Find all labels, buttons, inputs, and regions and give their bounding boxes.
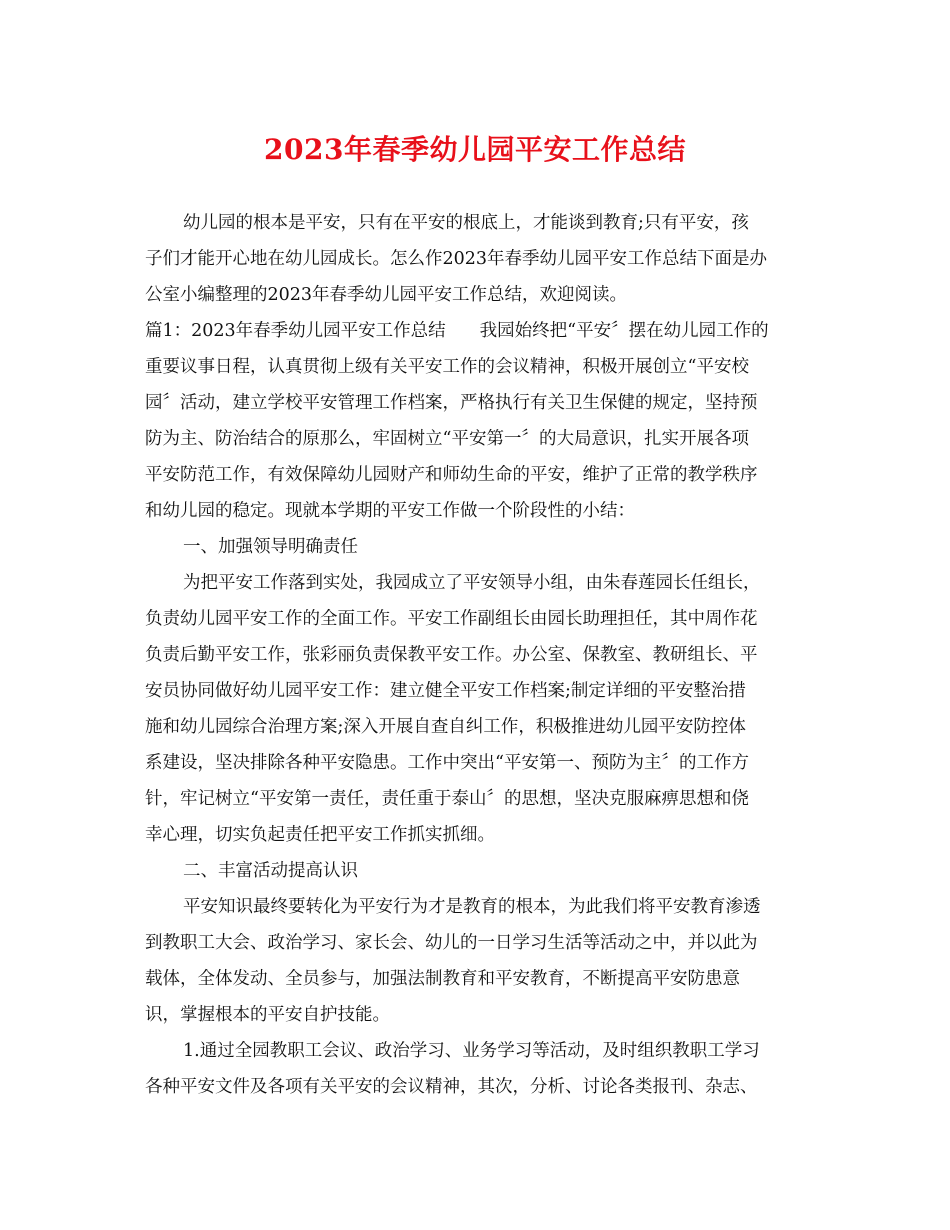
text-line: 施和幼儿园综合治理方案;深入开展自查自纠工作，积极推进幼儿园平安防控体 [145, 717, 746, 737]
text-line: 平安知识最终要转化为平安行为才是教育的根本，为此我们将平安教育渗透 [183, 897, 761, 917]
section-heading: 篇1：2023年春季幼儿园平安工作总结 [145, 321, 446, 341]
text-line: 安员协同做好幼儿园平安工作：建立健全平安工作档案;制定详细的平安整治措 [145, 681, 746, 701]
section-heading: 一、加强领导明确责任 [183, 537, 358, 557]
text-line: 识，掌握根本的平安自护技能。 [145, 1005, 390, 1025]
text-line: 园〞活动，建立学校平安管理工作档案，严格执行有关卫生保健的规定，坚持预 [145, 393, 758, 413]
text-line: 各种平安文件及各项有关平安的会议精神，其次，分析、讨论各类报刊、杂志、 [145, 1077, 758, 1097]
text-line: 防为主、防治结合的原那么，牢固树立“平安第一〞的大局意识，扎实开展各项 [145, 429, 749, 449]
document-title: 2023年春季幼儿园平安工作总结 [264, 133, 686, 166]
text-line [145, 313, 810, 349]
text-line: 子们才能开心地在幼儿园成长。怎么作2023年春季幼儿园平安工作总结下面是办 [145, 249, 768, 269]
text-line: 系建设，坚决排除各种平安隐患。工作中突出“平安第一、预防为主〞的工作方 [145, 753, 749, 773]
text-line: 载体，全体发动、全员参与，加强法制教育和平安教育，不断提高平安防患意 [145, 969, 740, 989]
text-line: 和幼儿园的稳定。现就本学期的平安工作做一个阶段性的小结： [145, 501, 635, 521]
text-line: 幼儿园的根本是平安，只有在平安的根底上，才能谈到教育;只有平安，孩 [183, 213, 749, 233]
text-line: 针，牢记树立“平安第一责任，责任重于泰山〞的思想，坚决克服麻痹思想和侥 [145, 789, 749, 809]
text-line: 幸心理，切实负起责任把平安工作抓实抓细。 [145, 825, 495, 845]
text-line: 1.通过全园教职工会议、政治学习、业务学习等活动，及时组织教职工学习 [183, 1041, 760, 1061]
text-line: 负责幼儿园平安工作的全面工作。平安工作副组长由园长助理担任，其中周作花 [145, 609, 758, 629]
text-line: 公室小编整理的2023年春季幼儿园平安工作总结，欢迎阅读。 [145, 285, 628, 305]
section-heading: 二、丰富活动提高认识 [183, 861, 358, 881]
text-line: 到教职工大会、政治学习、家长会、幼儿的一日学习生活等活动之中，并以此为 [145, 933, 758, 953]
text-line: 平安防范工作，有效保障幼儿园财产和师幼生命的平安，维护了正常的教学秩序 [145, 465, 758, 485]
text-line: 负责后勤平安工作，张彩丽负责保教平安工作。办公室、保教室、教研组长、平 [145, 645, 758, 665]
document-body [145, 205, 810, 1105]
text-line: 为把平安工作落到实处，我园成立了平安领导小组，由朱春莲园长任组长， [183, 573, 761, 593]
text-segment: 我园始终把“平安〞摆在幼儿园工作的 [479, 321, 769, 341]
text-line: 重要议事日程，认真贯彻上级有关平安工作的会议精神，积极开展创立“平安校 [145, 357, 749, 377]
